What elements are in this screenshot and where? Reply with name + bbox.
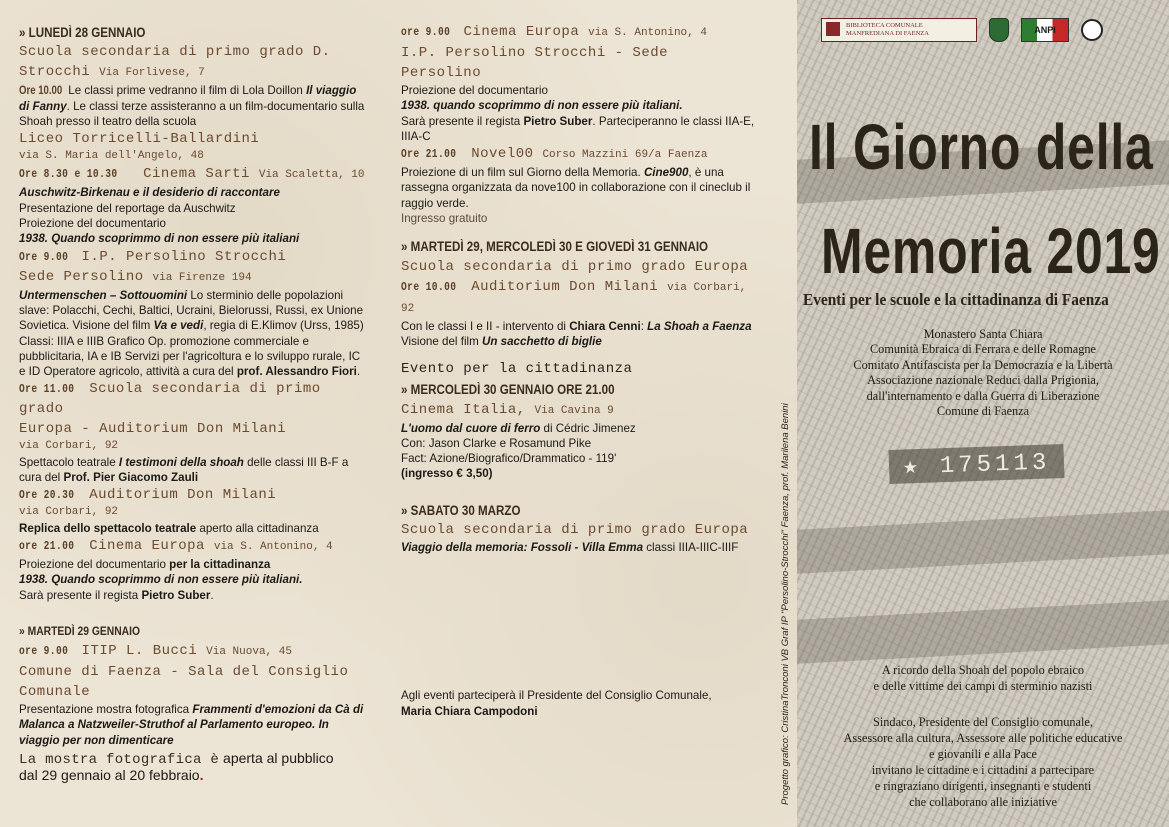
prisoner-number: ★ 175113 — [888, 444, 1064, 484]
event-note: Ingresso gratuito — [401, 212, 488, 226]
spacer — [401, 555, 763, 688]
venue-title: I.P. Persolino Strocchi - Sede — [401, 45, 669, 61]
closing-note-name: Maria Chiara Campodoni — [401, 704, 538, 718]
spacer — [401, 349, 763, 359]
venue-address: Via Cavina 9 — [534, 404, 614, 417]
organizer: Monastero Santa Chiara — [923, 327, 1043, 341]
venue-title: Scuola secondaria di primo grado Europa — [401, 258, 749, 275]
venue-title: Ore 9.00 I.P. Persolino Strocchi — [19, 248, 287, 265]
event-text: Proiezione del documentario per la cittadinanza — [19, 557, 271, 571]
event-text: Con: Jason Clarke e Rosamund Pike — [401, 436, 592, 450]
municipal-crest-icon — [989, 18, 1009, 42]
venue-address: via Corbari, 92 — [19, 506, 119, 519]
venue-title: Ore 8.30 e 10.30 Cinema Sarti Via Scaletta, 10 — [19, 166, 365, 183]
event-time: ore 9.00 — [401, 25, 451, 39]
venue-title: Ore 11.00 Scuola secondaria di primo grado — [19, 381, 321, 418]
design-credits: Progetto grafico: CristinaTronconi VB Graf IP "Persolino-Strocchi" Faenza, prof. Marilena Benini — [780, 403, 791, 805]
event-text: Visione del film Un sacchetto di biglie — [401, 334, 602, 348]
event-text: Classi: IIIA e IIIB Grafico Op. promozione commerciale e pubblicitaria, IA e IB Servizi per l'agricoltura e lo sviluppo rurale, IC e ID Operatore agricolo, attività a cura del prof. Alessandro Fiori. — [19, 334, 361, 379]
venue-title: Ore 10.00 Auditorium Don Milani via Corbari, 92 — [401, 278, 747, 315]
event-text: Proiezione del documentario — [19, 217, 166, 231]
venue-title: Comune di Faenza - Sala del Consiglio — [19, 664, 349, 681]
venue-title: ore 9.00 ITIP L. Bucci Via Nuova, 45 — [19, 643, 292, 660]
organizer: dall'internamento e dalla Guerra di Liberazione — [866, 388, 1100, 403]
event-time: Ore 9.00 — [19, 249, 69, 264]
organizer: Comunità Ebraica di Ferrara e delle Romagne — [869, 342, 1097, 357]
venue-title: Strocchi Via Forlivese, 7 — [19, 64, 205, 81]
venue-title: Liceo Torricelli-Ballardini — [19, 131, 260, 148]
event-time: ore 21.00 — [19, 538, 75, 553]
event-text: Viaggio della memoria: Fossoli - Villa Emma classi IIIA-IIIC-IIIF — [401, 541, 739, 555]
cover-title-line2: Memoria 2019 — [821, 215, 1161, 287]
day-header-saturday: » SABATO 30 MARZO — [401, 502, 521, 518]
venue-address: Via Scaletta, 10 — [258, 169, 365, 182]
event-film-title: 1938. Quando scoprimmo di non essere più italiani. — [19, 573, 303, 587]
spacer — [19, 603, 365, 621]
event-time: Ore 10.00 — [401, 279, 457, 294]
texture-band — [797, 510, 1169, 574]
event-text: Sarà presente il regista Pietro Suber. — [19, 588, 214, 602]
venue-address: via Firenze 194 — [152, 271, 252, 284]
event-text: L'uomo dal cuore di ferro di Cédric Jimenez — [401, 421, 636, 435]
closing-note: Agli eventi parteciperà il Presidente del Consiglio Comunale, — [401, 689, 712, 703]
spacer — [797, 694, 1169, 714]
exhibition-dates: dal 29 gennaio al 20 febbraio. — [19, 767, 204, 784]
venue-title: Ore 21.00 Novel00 Corso Mazzini 69/a Faenza — [401, 146, 708, 163]
venue-title: ore 9.00 Cinema Europa via S. Antonino, 4 — [401, 24, 707, 40]
texture-band — [797, 600, 1169, 664]
venue-address: via S. Antonino, 4 — [588, 27, 707, 39]
organizer: Associazione nazionale Reduci dalla Prigionia, — [867, 373, 1099, 388]
venue-title: Persolino — [401, 65, 482, 81]
day-header-tuesday: » MARTEDÌ 29 GENNAIO — [19, 623, 141, 638]
event-time: Ore 8.30 e 10.30 — [19, 167, 118, 182]
event-text: Sarà presente il regista Pietro Suber. Parteciperanno le classi IIA-E, IIIA-C — [401, 114, 755, 143]
venue-title: Scuola secondaria di primo grado D. — [19, 44, 331, 61]
venue-title: Comunale — [19, 684, 91, 701]
event-text: Fact: Azione/Biografico/Drammatico - 119' — [401, 452, 617, 466]
program-column-left — [19, 22, 365, 785]
venue-address: Via Nuova, 45 — [206, 646, 292, 659]
venue-address: via Corbari, 92 — [19, 440, 119, 453]
venue-title: Europa - Auditorium Don Milani — [19, 421, 287, 438]
event-text: Replica dello spettacolo teatrale aperto alla cittadinanza — [19, 521, 319, 535]
event-text: Con le classi I e II - intervento di Chiara Cenni: La Shoah a Faenza — [401, 319, 752, 333]
event-text: Presentazione mostra fotografica Frammenti d'emozioni da Cà di Malanca a Natzweiler-Struthof al Parlamento europeo. In viaggio per non dimenticare — [19, 703, 364, 747]
cover-closing-text: A ricordo della Shoah del popolo ebraico e delle vittime dei campi di sterminio nazisti Sindaco, Presidente del Consiglio comunale, Assessore alla cultura, Assessore alle politiche educative e giovanili e alla Pace invitano le cittadine e i cittadini a partecipare e ringraziano dirigenti, insegnanti e studenti che collaborano alle iniziative — [797, 662, 1169, 810]
event-price: (ingresso € 3,50) — [401, 467, 493, 481]
exhibition-note: La mostra fotografica è aperta al pubblico — [19, 750, 334, 769]
venue-title: Ore 20.30 Auditorium Don Milani — [19, 487, 277, 504]
event-text: Untermenschen – Sottouomini Lo sterminio delle popolazioni slave: Polacchi, Cechi, Baltici, Ucraini, Bielorussi, Russi, ex Unione Sovietica. Visione del film Va e vedi, regia di E.Klimov (Urss, 1985) — [19, 288, 364, 333]
day-header-wednesday: » MERCOLEDÌ 30 GENNAIO ORE 21.00 — [401, 382, 615, 398]
event-time: Ore 10.00 — [19, 83, 63, 98]
day-header-multi: » MARTEDÌ 29, MERCOLEDÌ 30 E GIOVEDÌ 31 GENNAIO — [401, 239, 709, 255]
venue-address: via S. Maria dell'Angelo, 48 — [19, 150, 204, 163]
event-title: Auschwitz-Birkenau e il desiderio di raccontare — [19, 186, 280, 200]
venue-title: Scuola secondaria di primo grado Europa — [401, 522, 749, 539]
anpi-logo: ANPI — [1021, 18, 1069, 42]
association-seal-icon — [1081, 19, 1103, 41]
venue-address: via Corbari, 92 — [401, 281, 747, 315]
event-time: Ore 21.00 — [401, 147, 457, 162]
spacer — [401, 482, 763, 500]
venue-title: ore 21.00 Cinema Europa via S. Antonino, 4 — [19, 537, 333, 554]
event-text: Proiezione del documentario — [401, 84, 548, 97]
event-text: Ore 10.00 Le classi prime vedranno il film di Lola Doillon Il viaggio di Fanny. Le classi terze assisteranno a un film-documentario sulla Shoah presso il teatro della scuola — [19, 83, 365, 128]
event-time: Ore 11.00 — [19, 382, 75, 397]
cover-subtitle: Eventi per le scuole e la cittadinanza di Faenza — [803, 290, 1109, 309]
event-film-title: 1938. quando scoprimmo di non essere più italiani. — [401, 99, 683, 113]
logo-row — [821, 18, 1103, 42]
organizers-list — [797, 327, 1169, 419]
program-column-middle — [401, 22, 763, 719]
association-logo — [1081, 19, 1103, 41]
organizer: Comune di Faenza — [936, 404, 1030, 419]
library-logo: BIBLIOTECA COMUNALE MANFREDIANA DI FAENZA — [821, 18, 977, 42]
venue-address: via S. Antonino, 4 — [213, 540, 333, 553]
cover-title-line1: Il Giorno della — [809, 111, 1154, 183]
event-text: Proiezione di un film sul Giorno della Memoria. Cine900, è una rassegna organizzata da nove100 in collaborazione con il cineclub il raggio verde. — [401, 166, 751, 210]
section-title: Evento per la cittadinanza — [401, 361, 633, 378]
event-time: Ore 20.30 — [19, 488, 75, 503]
venue-address: Corso Mazzini 69/a Faenza — [542, 149, 708, 162]
venue-title: Sede Persolino via Firenze 194 — [19, 268, 252, 285]
event-film-title: 1938. Quando scoprimmo di non essere più italiani — [19, 232, 300, 246]
cover-panel — [797, 0, 1169, 827]
organizer: Comitato Antifascista per la Democrazia e la Libertà — [853, 357, 1113, 372]
event-text: Presentazione del reportage da Auschwitz — [19, 201, 236, 215]
event-text: Spettacolo teatrale I testimoni della shoah delle classi III B-F a cura del Prof. Pier Giacomo Zauli — [19, 455, 349, 485]
venue-title: Cinema Italia, Via Cavina 9 — [401, 401, 614, 418]
venue-address: Via Forlivese, 7 — [99, 67, 205, 80]
event-time: ore 9.00 — [19, 644, 69, 659]
day-header-monday: » LUNEDÌ 28 GENNAIO — [19, 25, 146, 40]
spacer — [401, 226, 763, 236]
